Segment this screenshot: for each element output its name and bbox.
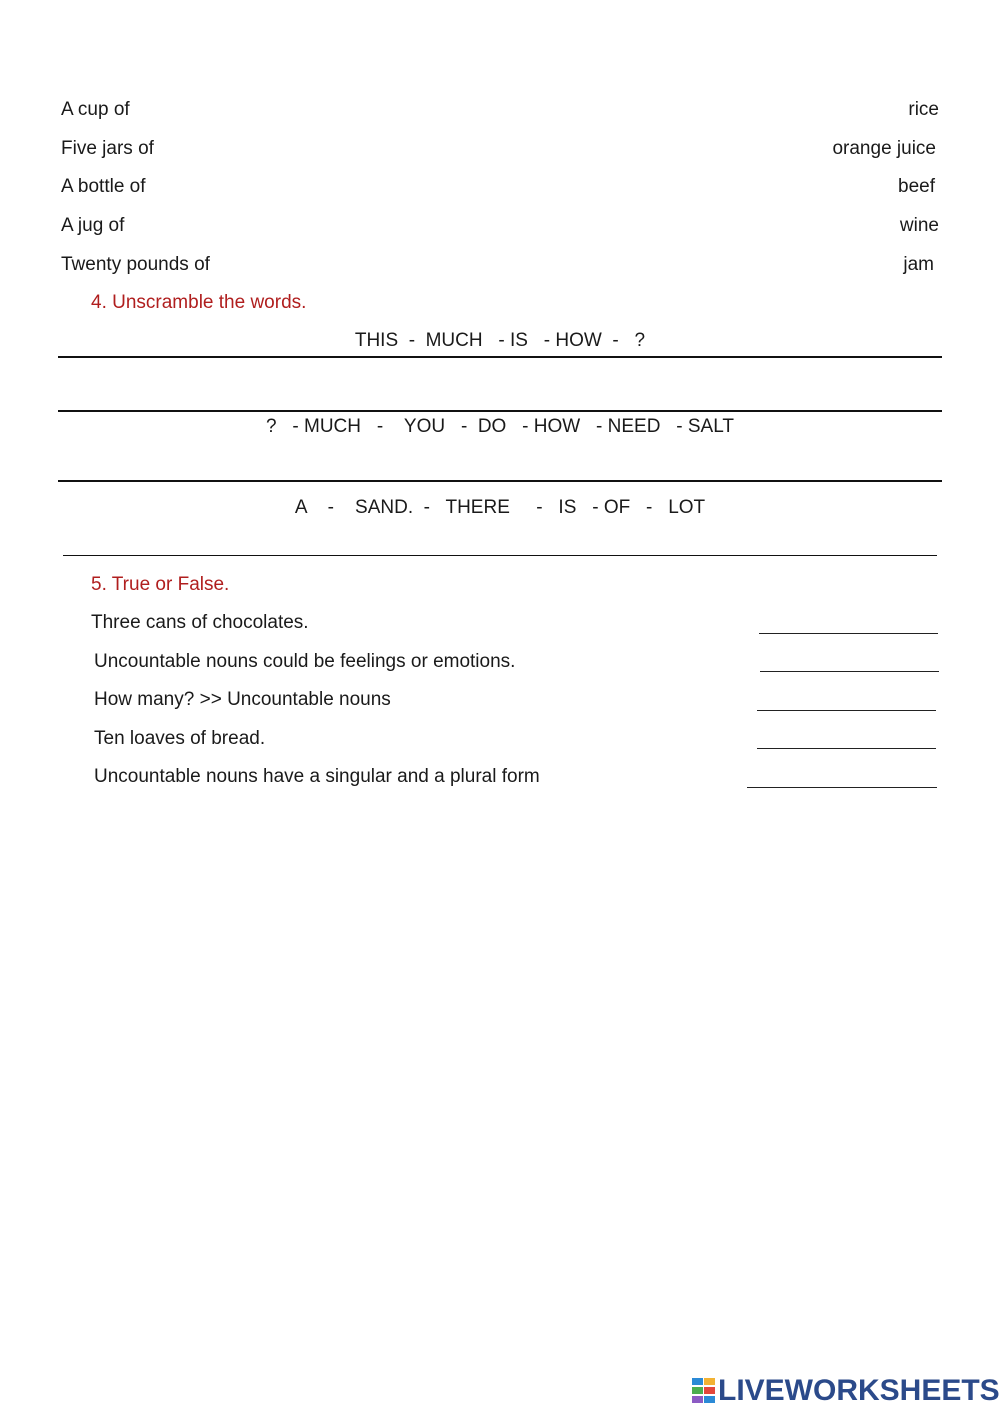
true-false-statement-1: Three cans of chocolates. — [91, 612, 309, 633]
match-left-2: Five jars of — [61, 138, 154, 159]
match-left-3: A bottle of — [61, 176, 146, 197]
true-false-statement-4: Ten loaves of bread. — [94, 728, 266, 749]
divider-line — [58, 410, 942, 412]
answer-line-1[interactable] — [58, 356, 942, 358]
scrambled-sentence-3: A - SAND. - THERE - IS - OF - LOT — [294, 497, 706, 518]
liveworksheets-logo[interactable] — [692, 1374, 1000, 1408]
match-right-4: wine — [899, 215, 939, 236]
match-left-1: A cup of — [61, 99, 130, 120]
match-left-4: A jug of — [61, 215, 125, 236]
true-false-statement-3: How many? >> Uncountable nouns — [94, 689, 391, 710]
true-false-statement-5: Uncountable nouns have a singular and a plural form — [94, 766, 540, 787]
true-false-blank-3[interactable] — [757, 710, 936, 711]
true-false-blank-4[interactable] — [757, 748, 936, 749]
liveworksheets-logo-text: LIVEWORKSHEETS — [718, 1374, 1000, 1407]
match-left-5: Twenty pounds of — [61, 254, 210, 275]
match-right-1: rice — [908, 99, 939, 120]
section-4-title: 4. Unscramble the words. — [91, 292, 307, 313]
section-5-title: 5. True or False. — [91, 574, 230, 595]
match-right-5: jam — [903, 254, 934, 275]
scrambled-sentence-1: THIS - MUCH - IS - HOW - ? — [354, 330, 646, 351]
answer-line-3[interactable] — [63, 555, 937, 556]
true-false-blank-5[interactable] — [747, 787, 937, 788]
answer-line-2[interactable] — [58, 480, 942, 482]
match-right-2: orange juice — [832, 138, 936, 159]
true-false-blank-2[interactable] — [760, 671, 939, 672]
scrambled-sentence-2: ? - MUCH - YOU - DO - HOW - NEED - SALT — [266, 416, 734, 437]
liveworksheets-logo-icon — [692, 1378, 716, 1404]
true-false-statement-2: Uncountable nouns could be feelings or emotions. — [94, 651, 516, 672]
true-false-blank-1[interactable] — [759, 633, 938, 634]
match-right-3: beef — [898, 176, 935, 197]
